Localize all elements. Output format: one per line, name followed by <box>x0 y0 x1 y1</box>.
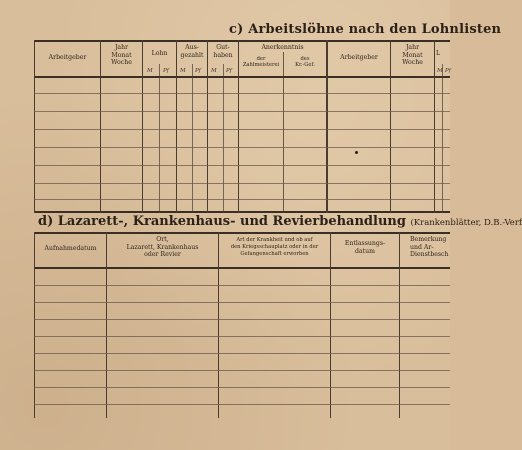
table-d-column-divider <box>34 232 35 418</box>
table-c-column-divider <box>142 40 143 213</box>
table-d-column-divider <box>399 232 400 418</box>
section-c-heading: c) Arbeitslöhne nach den Lohnlisten <box>229 22 502 37</box>
table-c-row-line <box>34 199 450 200</box>
header-guthaben: Gut- haben <box>213 44 233 59</box>
header-jahr-monat-woche-2: Jahr Monat Woche <box>402 44 423 67</box>
table-d-row-line <box>34 302 450 303</box>
table-c-column-divider <box>34 40 35 213</box>
table-d-top-rule <box>34 232 450 234</box>
unit-pfennig: Pf <box>226 68 232 74</box>
header-art-der-krankheit: Art der Krankheit und ob auf den Kriegsschauplatz oder in der Gefangenschaft erworben <box>230 237 319 257</box>
unit-pfennig: Pf <box>445 68 451 74</box>
section-d-heading <box>38 214 522 229</box>
table-c-subdivider <box>159 64 160 213</box>
header-ort-lazarett: Ort, Lazarett, Krankenhaus oder Revier <box>126 236 199 259</box>
header-lohn-2: L <box>436 50 441 57</box>
table-d-row-line <box>34 370 450 371</box>
section-d-title: d) Lazarett-, Krankenhaus- und Revierbehandlung <box>38 214 406 229</box>
header-ausgezahlt: Aus- gezahlt <box>180 44 204 59</box>
table-c-header-rule <box>34 76 450 78</box>
table-d-row-line <box>34 285 450 286</box>
header-entlassungsdatum: Entlassungs- datum <box>344 240 386 255</box>
table-d-row-line <box>34 336 450 337</box>
table-c-bottom-rule <box>34 211 450 213</box>
header-jahr-monat-woche: Jahr Monat Woche <box>111 44 132 67</box>
table-c-subdivider <box>442 64 443 213</box>
table-d-row-line <box>34 319 450 320</box>
header-arbeitgeber-2: Arbeitgeber <box>340 54 378 61</box>
unit-mark: M <box>180 68 186 74</box>
unit-mark: M <box>211 68 217 74</box>
header-anerkenntnis: Anerkenntnis <box>261 44 304 51</box>
header-lohn: Lohn <box>151 50 168 57</box>
table-c-column-divider <box>207 40 208 213</box>
table-d-row-line <box>34 404 450 405</box>
table-d-row-line <box>34 387 450 388</box>
table-d-header-rule <box>34 267 450 269</box>
unit-pfennig: Pf <box>195 68 201 74</box>
table-c-row-line <box>34 111 450 112</box>
table-c-column-divider <box>434 40 435 213</box>
header-bemerkungen: Bemerkung und Ar- Dienstbesch <box>410 236 449 259</box>
table-c-row-line <box>34 165 450 166</box>
table-c-column-divider <box>176 40 177 213</box>
table-c-subdivider <box>192 64 193 213</box>
unit-mark: M <box>147 68 153 74</box>
table-c-row-line <box>34 129 450 130</box>
header-aufnahmedatum: Aufnahmedatum <box>44 245 97 252</box>
table-d-column-divider <box>106 232 107 418</box>
unit-pfennig: Pf <box>163 68 169 74</box>
header-arbeitgeber: Arbeitgeber <box>48 54 87 61</box>
table-c-column-divider <box>326 40 328 213</box>
header-anerkenntnis-zahlmeisterei: der Zahlmeisterei <box>242 56 280 69</box>
ink-dot <box>355 151 358 154</box>
table-c-row-line <box>34 147 450 148</box>
table-c-subdivider <box>283 52 284 213</box>
header-anerkenntnis-krgef: des Kr.-Gef. <box>295 56 315 69</box>
unit-mark: M <box>437 68 443 74</box>
table-c-top-rule <box>34 40 450 42</box>
section-d-note: (Krankenblätter, D.B.-Verf <box>410 218 522 228</box>
table-c-row-line <box>34 183 450 184</box>
table-d-column-divider <box>330 232 331 418</box>
table-d-row-line <box>34 353 450 354</box>
table-c-row-line <box>34 93 450 94</box>
table-c-subdivider <box>223 64 224 213</box>
table-d-column-divider <box>218 232 219 418</box>
